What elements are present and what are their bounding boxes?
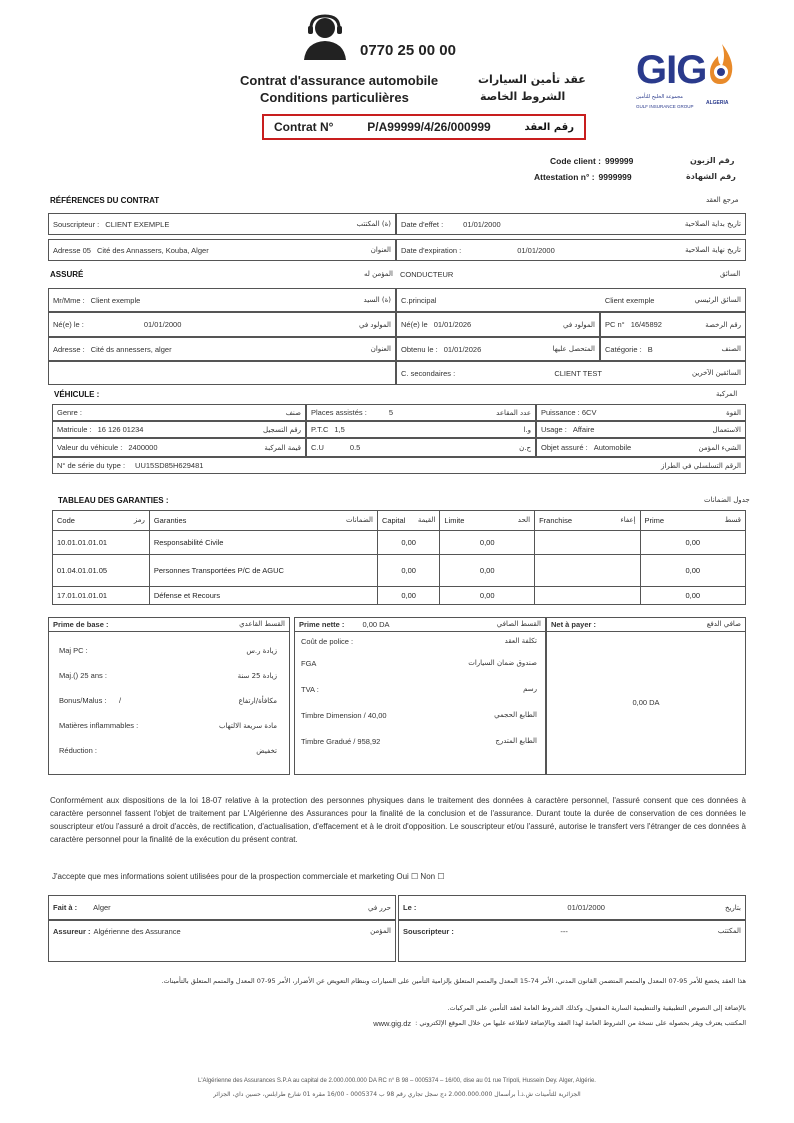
matricule-ar: رقم التسجيل bbox=[263, 425, 301, 434]
col-capital: Capital القيمة bbox=[377, 511, 439, 531]
valeur-value: 2400000 bbox=[128, 443, 158, 452]
obtenu-cell bbox=[396, 337, 600, 361]
prime-nette-ar: القسط الصافي bbox=[496, 620, 541, 628]
assure-title: ASSURÉ bbox=[50, 270, 84, 279]
cell-prime: 0,00 bbox=[640, 587, 745, 605]
principal-label: C.principal bbox=[401, 295, 437, 305]
mr-value: Client exemple bbox=[90, 295, 141, 305]
contract-number: P/A99999/4/26/000999 bbox=[367, 120, 491, 134]
fait-label: Fait à : bbox=[53, 903, 78, 912]
cell-garantie: Personnes Transportées P/C de AGUC bbox=[149, 555, 377, 587]
objet-ar: الشيء المؤمن bbox=[698, 443, 741, 452]
garanties-header-row bbox=[53, 511, 746, 531]
ptc-value: 1,5 bbox=[334, 425, 345, 434]
base-item-label: Bonus/Malus : / bbox=[59, 696, 122, 705]
matricule-label: Matricule : bbox=[57, 425, 92, 434]
souscripteur-sign-value: --- bbox=[560, 927, 568, 936]
prime-nette-box bbox=[294, 617, 546, 775]
cell-limite: 0,00 bbox=[440, 531, 535, 555]
date-exp-value: 01/01/2000 bbox=[517, 245, 555, 255]
prime-nette-label: Prime nette : bbox=[299, 620, 345, 629]
objet-label: Objet assuré : bbox=[541, 443, 588, 452]
contract-label: Contrat N° bbox=[274, 120, 334, 134]
title-fr-2: Conditions particulières bbox=[260, 90, 409, 105]
title-fr-1: Contrat d'assurance automobile bbox=[240, 73, 439, 88]
website-link[interactable]: www.gig.dz bbox=[373, 1019, 412, 1028]
categorie-label: Catégorie : bbox=[605, 344, 642, 354]
code-client-label: Code client : bbox=[550, 156, 602, 166]
pc-ar: رقم الرخصة bbox=[705, 320, 741, 329]
attestation-ar: رقم الشهادة bbox=[686, 172, 736, 181]
col-prime: Prime قسط bbox=[640, 511, 745, 531]
cu-label: C.U bbox=[311, 443, 324, 452]
fait-cell bbox=[48, 895, 396, 920]
table-row bbox=[53, 531, 746, 555]
serie-ar: الرقم التسلسلي في الطراز bbox=[661, 461, 741, 470]
ne-cond-ar: المولود في bbox=[562, 320, 595, 329]
nette-item-ar: صندوق ضمان السيارات bbox=[468, 659, 537, 667]
le-value: 01/01/2000 bbox=[567, 903, 605, 912]
date-effet-cell bbox=[396, 213, 746, 235]
cell-franchise bbox=[535, 531, 640, 555]
valeur-cell bbox=[52, 438, 306, 457]
gig-logo-text: GIG bbox=[636, 48, 707, 92]
ptc-label: P.T.C bbox=[311, 425, 329, 434]
date-effet-ar: تاريخ بداية الصلاحية bbox=[684, 220, 741, 228]
assure-empty-cell bbox=[48, 361, 396, 385]
col-limite: Limite الحد bbox=[440, 511, 535, 531]
places-cell bbox=[306, 404, 536, 421]
nette-item-label: Coût de police : bbox=[301, 636, 354, 646]
cell-limite: 0,00 bbox=[440, 555, 535, 587]
pc-label: PC n° bbox=[605, 320, 625, 329]
souscripteur-cell bbox=[48, 213, 396, 235]
date-exp-ar: تاريخ نهاية الصلاحية bbox=[685, 246, 741, 254]
vehicule-title: VÉHICULE : bbox=[54, 390, 100, 399]
cell-capital: 0,00 bbox=[377, 531, 439, 555]
cell-prime: 0,00 bbox=[640, 531, 745, 555]
secondaires-ar: السائقين الآخرين bbox=[691, 369, 741, 377]
marketing-consent: J'accepte que mes informations soient utilisées pour de la prospection commerciale et marketing Oui ☐ Non ☐ bbox=[52, 872, 445, 881]
conducteur-title: CONDUCTEUR bbox=[400, 270, 454, 279]
cell-code: 10.01.01.01.01 bbox=[53, 531, 150, 555]
usage-cell bbox=[536, 421, 746, 438]
puissance-ar: القوة bbox=[726, 408, 741, 417]
gig-logo bbox=[634, 42, 744, 118]
nette-item-ar: رسم bbox=[523, 685, 537, 693]
ne-assure-cell bbox=[48, 312, 396, 337]
references-title: RÉFÉRENCES DU CONTRAT bbox=[50, 196, 160, 205]
categorie-value: B bbox=[647, 344, 653, 354]
puissance-label: Puissance : 6CV bbox=[541, 408, 597, 417]
references-title-ar: مرجع العقد bbox=[706, 196, 739, 204]
principal-cell bbox=[396, 288, 746, 312]
secondaires-label: C. secondaires : bbox=[401, 368, 456, 378]
attestation-label: Attestation n° : bbox=[534, 172, 595, 182]
conducteur-title-ar: السائق bbox=[720, 270, 741, 278]
obtenu-ar: المتحصل عليها bbox=[552, 345, 595, 353]
secondaires-cell bbox=[396, 361, 746, 385]
le-label: Le : bbox=[403, 903, 417, 912]
table-row bbox=[53, 555, 746, 587]
objet-cell bbox=[536, 438, 746, 457]
cu-cell bbox=[306, 438, 536, 457]
le-cell bbox=[398, 895, 746, 920]
principal-value: Client exemple bbox=[604, 295, 655, 305]
categorie-ar: الصنف bbox=[721, 345, 741, 353]
col-garanties: Garanties الضمانات bbox=[149, 511, 377, 531]
usage-ar: الاستعمال bbox=[712, 425, 741, 434]
valeur-ar: قيمة المركبة bbox=[264, 443, 301, 452]
usage-label: Usage : bbox=[541, 425, 567, 434]
cell-franchise bbox=[535, 587, 640, 605]
nette-item-ar: الطابع المتدرج bbox=[495, 737, 537, 745]
garanties-title: TABLEAU DES GARANTIES : bbox=[58, 496, 169, 505]
cell-code: 01.04.01.01.05 bbox=[53, 555, 150, 587]
company-fr: L'Algérienne des Assurances S.P.A au capital de 2.000.000.000 DA RC n° B 98 – 0005374 – 16/00, dise au 01 rue Tripoli, Hussein Dey. Alger, Algérie. bbox=[198, 1078, 596, 1084]
usage-value: Affaire bbox=[572, 425, 595, 434]
ne-cond-cell bbox=[396, 312, 600, 337]
nette-item-label: Timbre Dimension / 40,00 bbox=[301, 710, 387, 720]
net-a-payer-value: 0,00 DA bbox=[632, 698, 660, 707]
valeur-label: Valeur du véhicule : bbox=[57, 443, 123, 452]
ptc-ar: و.ا bbox=[523, 425, 531, 434]
assure-title-ar: المؤمن له bbox=[364, 270, 393, 278]
adresse-assure-ar: العنوان bbox=[370, 345, 391, 353]
genre-label: Genre : bbox=[57, 408, 83, 417]
principal-ar: السائق الرئيسي bbox=[694, 296, 741, 304]
contract-number-box bbox=[262, 114, 586, 140]
base-item-ar: مكافأة/ارتفاع bbox=[238, 696, 277, 705]
base-item-ar: زيادة ر.س bbox=[246, 646, 277, 655]
souscripteur-label: Souscripteur : bbox=[53, 219, 100, 229]
assureur-label: Assureur : bbox=[53, 927, 91, 936]
places-value: 5 bbox=[388, 408, 394, 417]
date-effet-label: Date d'effet : bbox=[401, 219, 444, 229]
gig-logo-sub-ar: مجموعة الخليج للتأمين bbox=[636, 94, 683, 100]
cell-limite: 0,00 bbox=[440, 587, 535, 605]
attestation bbox=[534, 172, 632, 182]
footer-ar-line3 bbox=[50, 1019, 746, 1028]
ne-assure-label: Né(e) le : bbox=[53, 320, 84, 329]
base-item-ar: مادة سريعة الالتهاب bbox=[218, 721, 277, 730]
footer-ar-line3-text: المكتتب يعترف ويقر بحصوله على نسخة من الشروط العامة لهذا العقد وبالإضافة لاطلاعه عليها من خلال الموقع الإلكتروني : bbox=[415, 1019, 746, 1027]
date-exp-cell bbox=[396, 239, 746, 261]
nette-item-label: TVA : bbox=[301, 684, 319, 694]
nette-item-ar: الطابع الحجمي bbox=[494, 711, 537, 719]
adresse-ref-label: Adresse 05 bbox=[53, 245, 91, 255]
cell-garantie: Responsabilité Civile bbox=[149, 531, 377, 555]
fait-value: Alger bbox=[93, 903, 111, 912]
nette-item-label: FGA bbox=[301, 658, 317, 668]
souscripteur-ar: (ة) المكتتب bbox=[356, 220, 391, 228]
puissance-cell bbox=[536, 404, 746, 421]
categorie-cell bbox=[600, 337, 746, 361]
ptc-cell bbox=[306, 421, 536, 438]
cell-code: 17.01.01.01.01 bbox=[53, 587, 150, 605]
gig-logo-sub: GULF INSURANCE GROUP bbox=[636, 104, 694, 109]
fait-ar: حرر في bbox=[368, 903, 391, 912]
souscripteur-value: CLIENT EXEMPLE bbox=[105, 219, 170, 229]
assureur-ar: المؤمن bbox=[370, 927, 391, 935]
souscripteur-sign-cell bbox=[398, 920, 746, 962]
code-client-ar: رقم الزبون bbox=[690, 156, 735, 165]
title-ar-2: الشروط الخاصة bbox=[480, 90, 566, 103]
base-item-ar: زيادة 25 سنة bbox=[237, 671, 277, 680]
objet-value: Automobile bbox=[593, 443, 632, 452]
title-ar-1: عقد تأمين السيارات bbox=[478, 73, 586, 86]
gig-logo-brand: ALGERIA bbox=[706, 100, 729, 106]
nette-item-ar: تكلفة العقد bbox=[504, 637, 537, 645]
adresse-assure-label: Adresse : bbox=[53, 344, 85, 354]
base-item-label: Maj.() 25 ans : bbox=[59, 671, 107, 680]
cell-capital: 0,00 bbox=[377, 555, 439, 587]
prime-base-box bbox=[48, 617, 290, 775]
souscripteur-sign-ar: المكتتب bbox=[717, 927, 741, 935]
matricule-value: 16 126 01234 bbox=[97, 425, 144, 434]
garanties-title-ar: جدول الضمانات bbox=[704, 496, 750, 504]
assureur-value: Algérienne des Assurance bbox=[93, 927, 181, 936]
date-effet-value: 01/01/2000 bbox=[463, 219, 501, 229]
ne-cond-value: 01/01/2026 bbox=[433, 320, 472, 329]
contract-label-ar: رقم العقد bbox=[524, 121, 574, 133]
prime-base-ar: القسط القاعدي bbox=[239, 620, 285, 628]
phone-number: 0770 25 00 00 bbox=[360, 42, 456, 59]
places-ar: عدد المقاعد bbox=[496, 408, 531, 417]
pc-value: 16/45892 bbox=[630, 320, 662, 329]
code-client-value: 999999 bbox=[605, 156, 634, 166]
mr-ar: (ة) السيد bbox=[363, 296, 391, 304]
genre-ar: صنف bbox=[285, 408, 301, 417]
cu-ar: ح.ن bbox=[519, 443, 531, 452]
serie-cell bbox=[52, 457, 746, 474]
net-a-payer-ar: صافي الدفع bbox=[706, 620, 741, 628]
net-a-payer-box bbox=[546, 617, 746, 775]
mr-cell bbox=[48, 288, 396, 312]
prime-nette-value: 0,00 DA bbox=[362, 620, 390, 629]
cu-value: 0.5 bbox=[349, 443, 361, 452]
ne-cond-label: Né(e) le bbox=[401, 320, 428, 329]
serie-value: UU15SD85H629481 bbox=[135, 461, 204, 470]
base-item-ar: تخفيض bbox=[256, 746, 277, 755]
table-row bbox=[53, 587, 746, 605]
company-ar: الجزائرية للتأمينات ش.ذ.أ برأسمال 2.000.000.000 دج سجل تجاري رقم 98 ب 0005374 - 16/00 مقره 01 شارع طرابلس، حسين داي، الجزائر bbox=[213, 1091, 581, 1098]
souscripteur-sign-label: Souscripteur : bbox=[403, 927, 454, 936]
flame-icon bbox=[706, 42, 738, 86]
garanties-table bbox=[52, 510, 746, 605]
footer-ar-line2: بالإضافة إلى النصوص التطبيقية والتنظيمية السارية المفعول، وكذلك الشروط العامة لعقد التأمين على المركبات. bbox=[447, 1004, 746, 1012]
date-exp-label: Date d'expiration : bbox=[401, 245, 462, 255]
serie-label: N° de série du type : bbox=[57, 461, 126, 470]
mr-label: Mr/Mme : bbox=[53, 295, 85, 305]
cell-prime: 0,00 bbox=[640, 555, 745, 587]
assureur-cell bbox=[48, 920, 396, 962]
genre-cell bbox=[52, 404, 306, 421]
adresse-ref-cell bbox=[48, 239, 396, 261]
headset-icon bbox=[300, 14, 350, 60]
cell-franchise bbox=[535, 555, 640, 587]
secondaires-value: CLIENT TEST bbox=[554, 368, 602, 378]
base-item-label: Réduction : bbox=[59, 746, 97, 755]
base-item-label: Maj PC : bbox=[59, 646, 88, 655]
prime-base-label: Prime de base : bbox=[53, 620, 109, 629]
legal-paragraph: Conformément aux dispositions de la loi 18-07 relative à la protection des personnes physiques dans le traitement des données à caractère personnel, l'assuré consent que ces données à caractère personnel fassent l'objet de traitement par L'Algérienne des Assurances pour la finalité de la conclusion et de l'assurance. Durant toute la durée de conservation de ces données le souscripteur et/ou l'assuré a droit d'accès, de rectification, d'actualisation, d'effacement et à le droit d'opposition. Le souscripteur et/ou l'assuré, autorise le transfert vers l'étranger de ces données à caractère personnel pour la finalité de la exécution du présent contrat. bbox=[50, 796, 746, 844]
base-item-label: Matières inflammables : bbox=[59, 721, 139, 730]
pc-cell bbox=[600, 312, 746, 337]
attestation-value: 9999999 bbox=[598, 172, 632, 182]
cell-capital: 0,00 bbox=[377, 587, 439, 605]
ne-assure-value: 01/01/2000 bbox=[143, 320, 182, 329]
col-code: Code رمز bbox=[53, 511, 150, 531]
adresse-ref-value: Cité des Annassers, Kouba, Alger bbox=[96, 245, 209, 255]
le-ar: بتاريخ bbox=[724, 903, 741, 912]
code-client bbox=[550, 156, 633, 166]
adresse-assure-value: Cité ds annessers, alger bbox=[90, 344, 172, 354]
obtenu-label: Obtenu le : bbox=[401, 344, 438, 354]
col-franchise: Franchise إعفاء bbox=[535, 511, 640, 531]
vehicule-title-ar: المركبة bbox=[716, 390, 738, 398]
net-a-payer-label: Net à payer : bbox=[551, 620, 597, 629]
cell-garantie: Défense et Recours bbox=[149, 587, 377, 605]
ne-assure-ar: المولود في bbox=[358, 320, 391, 329]
nette-item-label: Timbre Gradué / 958,92 bbox=[301, 736, 381, 746]
footer-ar-line1: هذا العقد يخضع للأمر 95-07 المعدل والمتمم المتضمن القانون المدني، الأمر 74-15 المعدل والمتمم المتعلق بإلزامية التأمين على السيارات وبنظام التعويض عن الأضرار، الأمر 95-07 المعدل والمتمم المتعلق بالتأمينات. bbox=[161, 977, 746, 985]
obtenu-value: 01/01/2026 bbox=[443, 344, 482, 354]
places-label: Places assistés : bbox=[311, 408, 367, 417]
matricule-cell bbox=[52, 421, 306, 438]
adresse-assure-cell bbox=[48, 337, 396, 361]
adresse-ref-ar: العنوان bbox=[370, 246, 391, 254]
